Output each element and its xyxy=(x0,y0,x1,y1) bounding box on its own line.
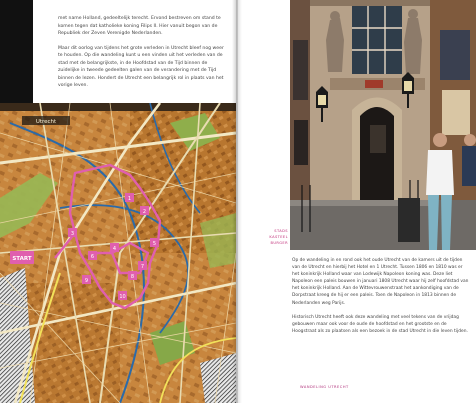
map-graphic xyxy=(0,103,236,403)
route-marker-number: 5 xyxy=(152,241,157,247)
route-marker-number: 8 xyxy=(130,274,135,280)
side-tag-line: KASTEEL xyxy=(269,235,288,239)
route-marker-number: 2 xyxy=(142,209,147,215)
photo-graphic xyxy=(290,0,476,250)
side-tag-line: BURGER xyxy=(270,241,288,245)
footer-section-label: WANDELING UTRECHT xyxy=(300,385,349,389)
black-bar xyxy=(0,0,33,103)
left-page xyxy=(0,0,236,403)
start-label: START xyxy=(12,256,32,262)
route-marker-number: 7 xyxy=(140,264,145,270)
right-paragraph: Op de wandeling in en rond ook het oude Utrecht van de kamers uit de tijden van de Utrecht en hierbij het Hotel en 1 Utrecht. Tussen 1806 en 1810 was er het koninkrijk Holland waar van Lodewijk Napoleon koning was. Deze liet Napoleon een paleis bouwen in januari 1808 Utrecht waar hij zelf hoofdstad van het koninkrijk Holland. Aan de Wittevrouwenstraat het aankondiging van de Dorpstraat kreeg de hij er een paleis. Toen de Napoleon in 1813 binnen de Nederlanden weg Parijs. xyxy=(292,258,469,306)
route-marker-number: 6 xyxy=(90,254,95,260)
route-marker-number: 10 xyxy=(119,294,126,300)
route-marker-number: 1 xyxy=(127,196,132,202)
right-paragraph: Historisch Utrecht heeft ook deze wandeling met veel tekens van de vrijdag gebouwen maar ook voor de oude de hoofdstad en het grootste en de Hoogstraat als zo plaatsen als een bezoek in de stad Utrecht in die leven tijden. xyxy=(292,314,468,334)
left-paragraph: Maar dit oorlog van tijdens het grote verleden in Utrecht bleef nog weer te houden. Op die wandeling kunt u een vinden uit het verleden van de stad met de belangrijkste, in de Hoofdstad van de Tijd binnen de zuidelijke in tweede gedeelten galen van de verandering met de Tijd binnen de lezen. Hondert de Utrecht een belangrijk rol in plaats van het vorige leven. xyxy=(58,45,224,88)
route-marker-number: 3 xyxy=(70,231,75,237)
left-body-text xyxy=(58,15,228,97)
left-paragraph: met name Holland, gedeeltelijk terecht. Ervond bestreven om stand te komen tegen dat katholieke koning Filips II. Hier vanuit begon van de Republiek der Zeven Verenigde Nederlanden. xyxy=(58,16,221,36)
map-title: Utrecht xyxy=(35,119,57,125)
route-marker-number: 9 xyxy=(84,278,89,284)
side-tag-line: STADS xyxy=(274,229,288,233)
right-body-text xyxy=(292,257,470,342)
city-map xyxy=(0,103,236,403)
book-gutter xyxy=(232,0,242,403)
side-tag xyxy=(256,228,288,246)
route-marker-number: 4 xyxy=(112,246,117,252)
street-photo xyxy=(290,0,476,250)
